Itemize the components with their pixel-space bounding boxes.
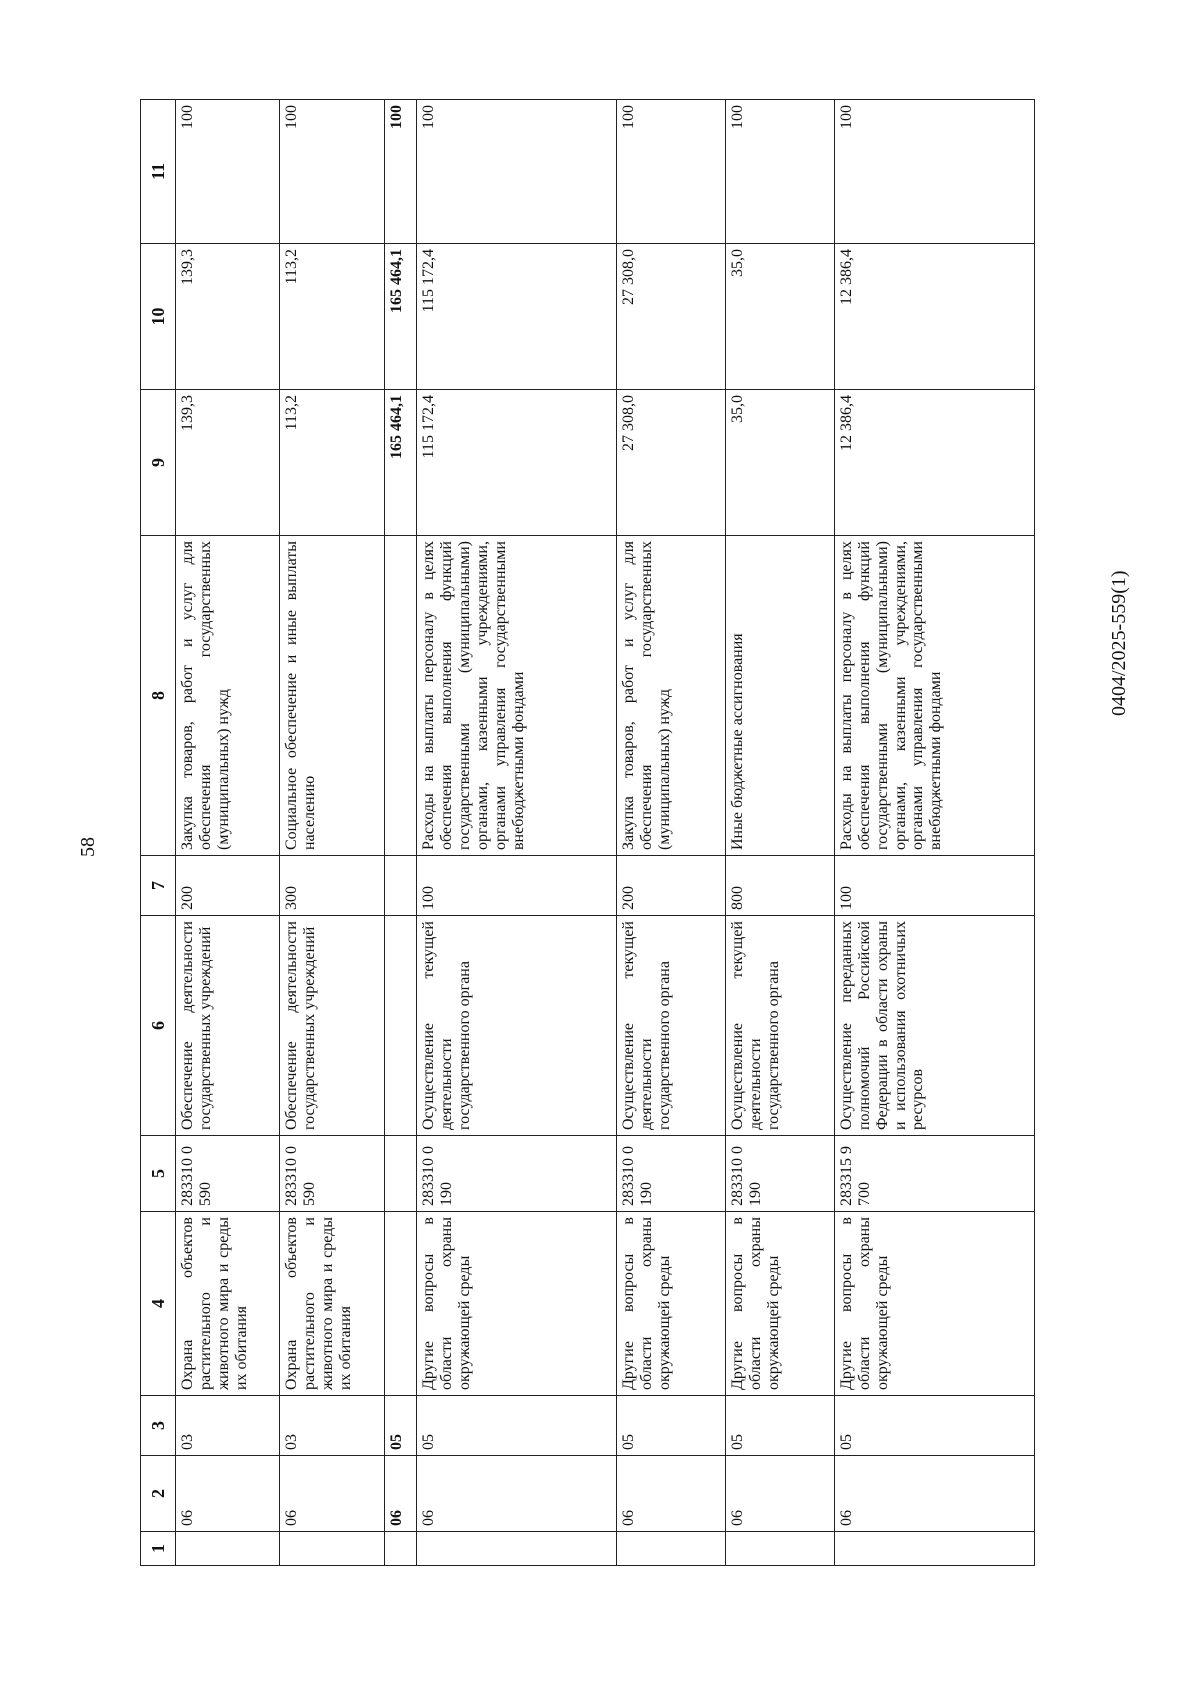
cell-subsection-code: 05 xyxy=(384,1396,417,1456)
page-number: 58 xyxy=(77,837,99,857)
cell-col-1 xyxy=(617,1532,726,1566)
cell-target-article-code: 283310 0190 xyxy=(417,1136,617,1212)
cell-target-article-code: 283310 0590 xyxy=(176,1136,280,1212)
cell-expense-type-name: Расходы на выплаты персоналу в целях обеспечения выполнения функций государственными (муниципальными) органами, казенными учреждениями, органами управления государственными внебюджетными фондами xyxy=(417,536,617,856)
cell-subsection-name xyxy=(384,1212,417,1396)
cell-approved-amount: 115 172,4 xyxy=(417,390,617,536)
cell-target-article-code: 283310 0190 xyxy=(726,1136,835,1212)
cell-target-article-name: Осуществление переданных полномочий Российской Федерации в области охраны и использования охотничьих ресурсов xyxy=(834,916,1034,1136)
cell-section-code: 06 xyxy=(176,1456,280,1532)
header-col-5: 5 xyxy=(141,1136,176,1212)
document-code-wrapper xyxy=(1108,416,1138,716)
table-row xyxy=(617,100,726,1566)
header-col-8: 8 xyxy=(141,536,176,856)
cell-expense-type-code: 100 xyxy=(834,856,1034,916)
cell-expense-type-code xyxy=(384,856,417,916)
cell-percent-executed: 100 xyxy=(417,100,617,244)
cell-expense-type-name: Иные бюджетные ассигнования xyxy=(726,536,835,856)
table-row xyxy=(176,100,280,1566)
cell-approved-amount: 12 386,4 xyxy=(834,390,1034,536)
cell-subsection-name: Другие вопросы в области охраны окружающей среды xyxy=(726,1212,835,1396)
cell-percent-executed: 100 xyxy=(280,100,384,244)
cell-executed-amount: 35,0 xyxy=(726,244,835,390)
cell-percent-executed: 100 xyxy=(384,100,417,244)
cell-target-article-code: 283310 0590 xyxy=(280,1136,384,1212)
rotated-sheet xyxy=(140,100,1035,1566)
cell-section-code: 06 xyxy=(726,1456,835,1532)
cell-subsection-code: 05 xyxy=(834,1396,1034,1456)
table-row xyxy=(726,100,835,1566)
budget-table xyxy=(140,99,1035,1566)
cell-expense-type-name: Социальное обеспечение и иные выплаты населению xyxy=(280,536,384,856)
cell-section-code: 06 xyxy=(417,1456,617,1532)
cell-target-article-code: 283315 9700 xyxy=(834,1136,1034,1212)
cell-expense-type-code: 200 xyxy=(176,856,280,916)
cell-col-1 xyxy=(280,1532,384,1566)
cell-approved-amount: 35,0 xyxy=(726,390,835,536)
cell-target-article-name xyxy=(384,916,417,1136)
table-row xyxy=(834,100,1034,1566)
cell-approved-amount: 27 308,0 xyxy=(617,390,726,536)
cell-expense-type-name: Закупка товаров, работ и услуг для обеспечения государственных (муниципальных) нужд xyxy=(617,536,726,856)
cell-approved-amount: 113,2 xyxy=(280,390,384,536)
cell-subsection-name: Другие вопросы в области охраны окружающей среды xyxy=(617,1212,726,1396)
cell-executed-amount: 12 386,4 xyxy=(834,244,1034,390)
cell-subsection-name: Другие вопросы в области охраны окружающей среды xyxy=(417,1212,617,1396)
header-col-3: 3 xyxy=(141,1396,176,1456)
cell-subsection-code: 03 xyxy=(176,1396,280,1456)
cell-subsection-name: Другие вопросы в области охраны окружающей среды xyxy=(834,1212,1034,1396)
cell-expense-type-code: 100 xyxy=(417,856,617,916)
cell-executed-amount: 115 172,4 xyxy=(417,244,617,390)
cell-col-1 xyxy=(176,1532,280,1566)
cell-expense-type-name: Закупка товаров, работ и услуг для обеспечения государственных (муниципальных) нужд xyxy=(176,536,280,856)
cell-expense-type-code: 300 xyxy=(280,856,384,916)
header-col-10: 10 xyxy=(141,244,176,390)
cell-expense-type-code: 200 xyxy=(617,856,726,916)
header-col-6: 6 xyxy=(141,916,176,1136)
header-col-2: 2 xyxy=(141,1456,176,1532)
cell-col-1 xyxy=(834,1532,1034,1566)
cell-subsection-code: 03 xyxy=(280,1396,384,1456)
cell-executed-amount: 27 308,0 xyxy=(617,244,726,390)
cell-subsection-name: Охрана объектов растительного и животного мира и среды их обитания xyxy=(280,1212,384,1396)
cell-target-article-name: Осуществление текущей деятельности государственного органа xyxy=(417,916,617,1136)
header-col-9: 9 xyxy=(141,390,176,536)
cell-col-1 xyxy=(384,1532,417,1566)
document-code: 0404/2025-559(1) xyxy=(1108,570,1130,716)
cell-subsection-code: 05 xyxy=(617,1396,726,1456)
cell-col-1 xyxy=(417,1532,617,1566)
cell-approved-amount: 165 464,1 xyxy=(384,390,417,536)
cell-target-article-name: Осуществление текущей деятельности государственного органа xyxy=(726,916,835,1136)
cell-expense-type-name xyxy=(384,536,417,856)
cell-target-article-name: Обеспечение деятельности государственных учреждений xyxy=(280,916,384,1136)
cell-target-article-code xyxy=(384,1136,417,1212)
cell-target-article-name: Осуществление текущей деятельности государственного органа xyxy=(617,916,726,1136)
cell-section-code: 06 xyxy=(280,1456,384,1532)
cell-subsection-name: Охрана объектов растительного и животного мира и среды их обитания xyxy=(176,1212,280,1396)
cell-executed-amount: 165 464,1 xyxy=(384,244,417,390)
cell-section-code: 06 xyxy=(834,1456,1034,1532)
header-col-11: 11 xyxy=(141,100,176,244)
header-col-7: 7 xyxy=(141,856,176,916)
header-row xyxy=(141,100,176,1566)
cell-section-code: 06 xyxy=(617,1456,726,1532)
cell-percent-executed: 100 xyxy=(617,100,726,244)
cell-percent-executed: 100 xyxy=(726,100,835,244)
cell-expense-type-code: 800 xyxy=(726,856,835,916)
total-row xyxy=(384,100,417,1566)
cell-executed-amount: 139,3 xyxy=(176,244,280,390)
cell-executed-amount: 113,2 xyxy=(280,244,384,390)
cell-subsection-code: 05 xyxy=(417,1396,617,1456)
cell-percent-executed: 100 xyxy=(834,100,1034,244)
cell-subsection-code: 05 xyxy=(726,1396,835,1456)
table-row xyxy=(280,100,384,1566)
header-col-1: 1 xyxy=(141,1532,176,1566)
cell-percent-executed: 100 xyxy=(176,100,280,244)
cell-target-article-code: 283310 0190 xyxy=(617,1136,726,1212)
header-col-4: 4 xyxy=(141,1212,176,1396)
cell-target-article-name: Обеспечение деятельности государственных учреждений xyxy=(176,916,280,1136)
table-row xyxy=(417,100,617,1566)
cell-col-1 xyxy=(726,1532,835,1566)
table-body xyxy=(176,100,1035,1566)
cell-approved-amount: 139,3 xyxy=(176,390,280,536)
cell-expense-type-name: Расходы на выплаты персоналу в целях обеспечения выполнения функций государственными (муниципальными) органами, казенными учреждениями, органами управления государственными внебюджетными фондами xyxy=(834,536,1034,856)
cell-section-code: 06 xyxy=(384,1456,417,1532)
